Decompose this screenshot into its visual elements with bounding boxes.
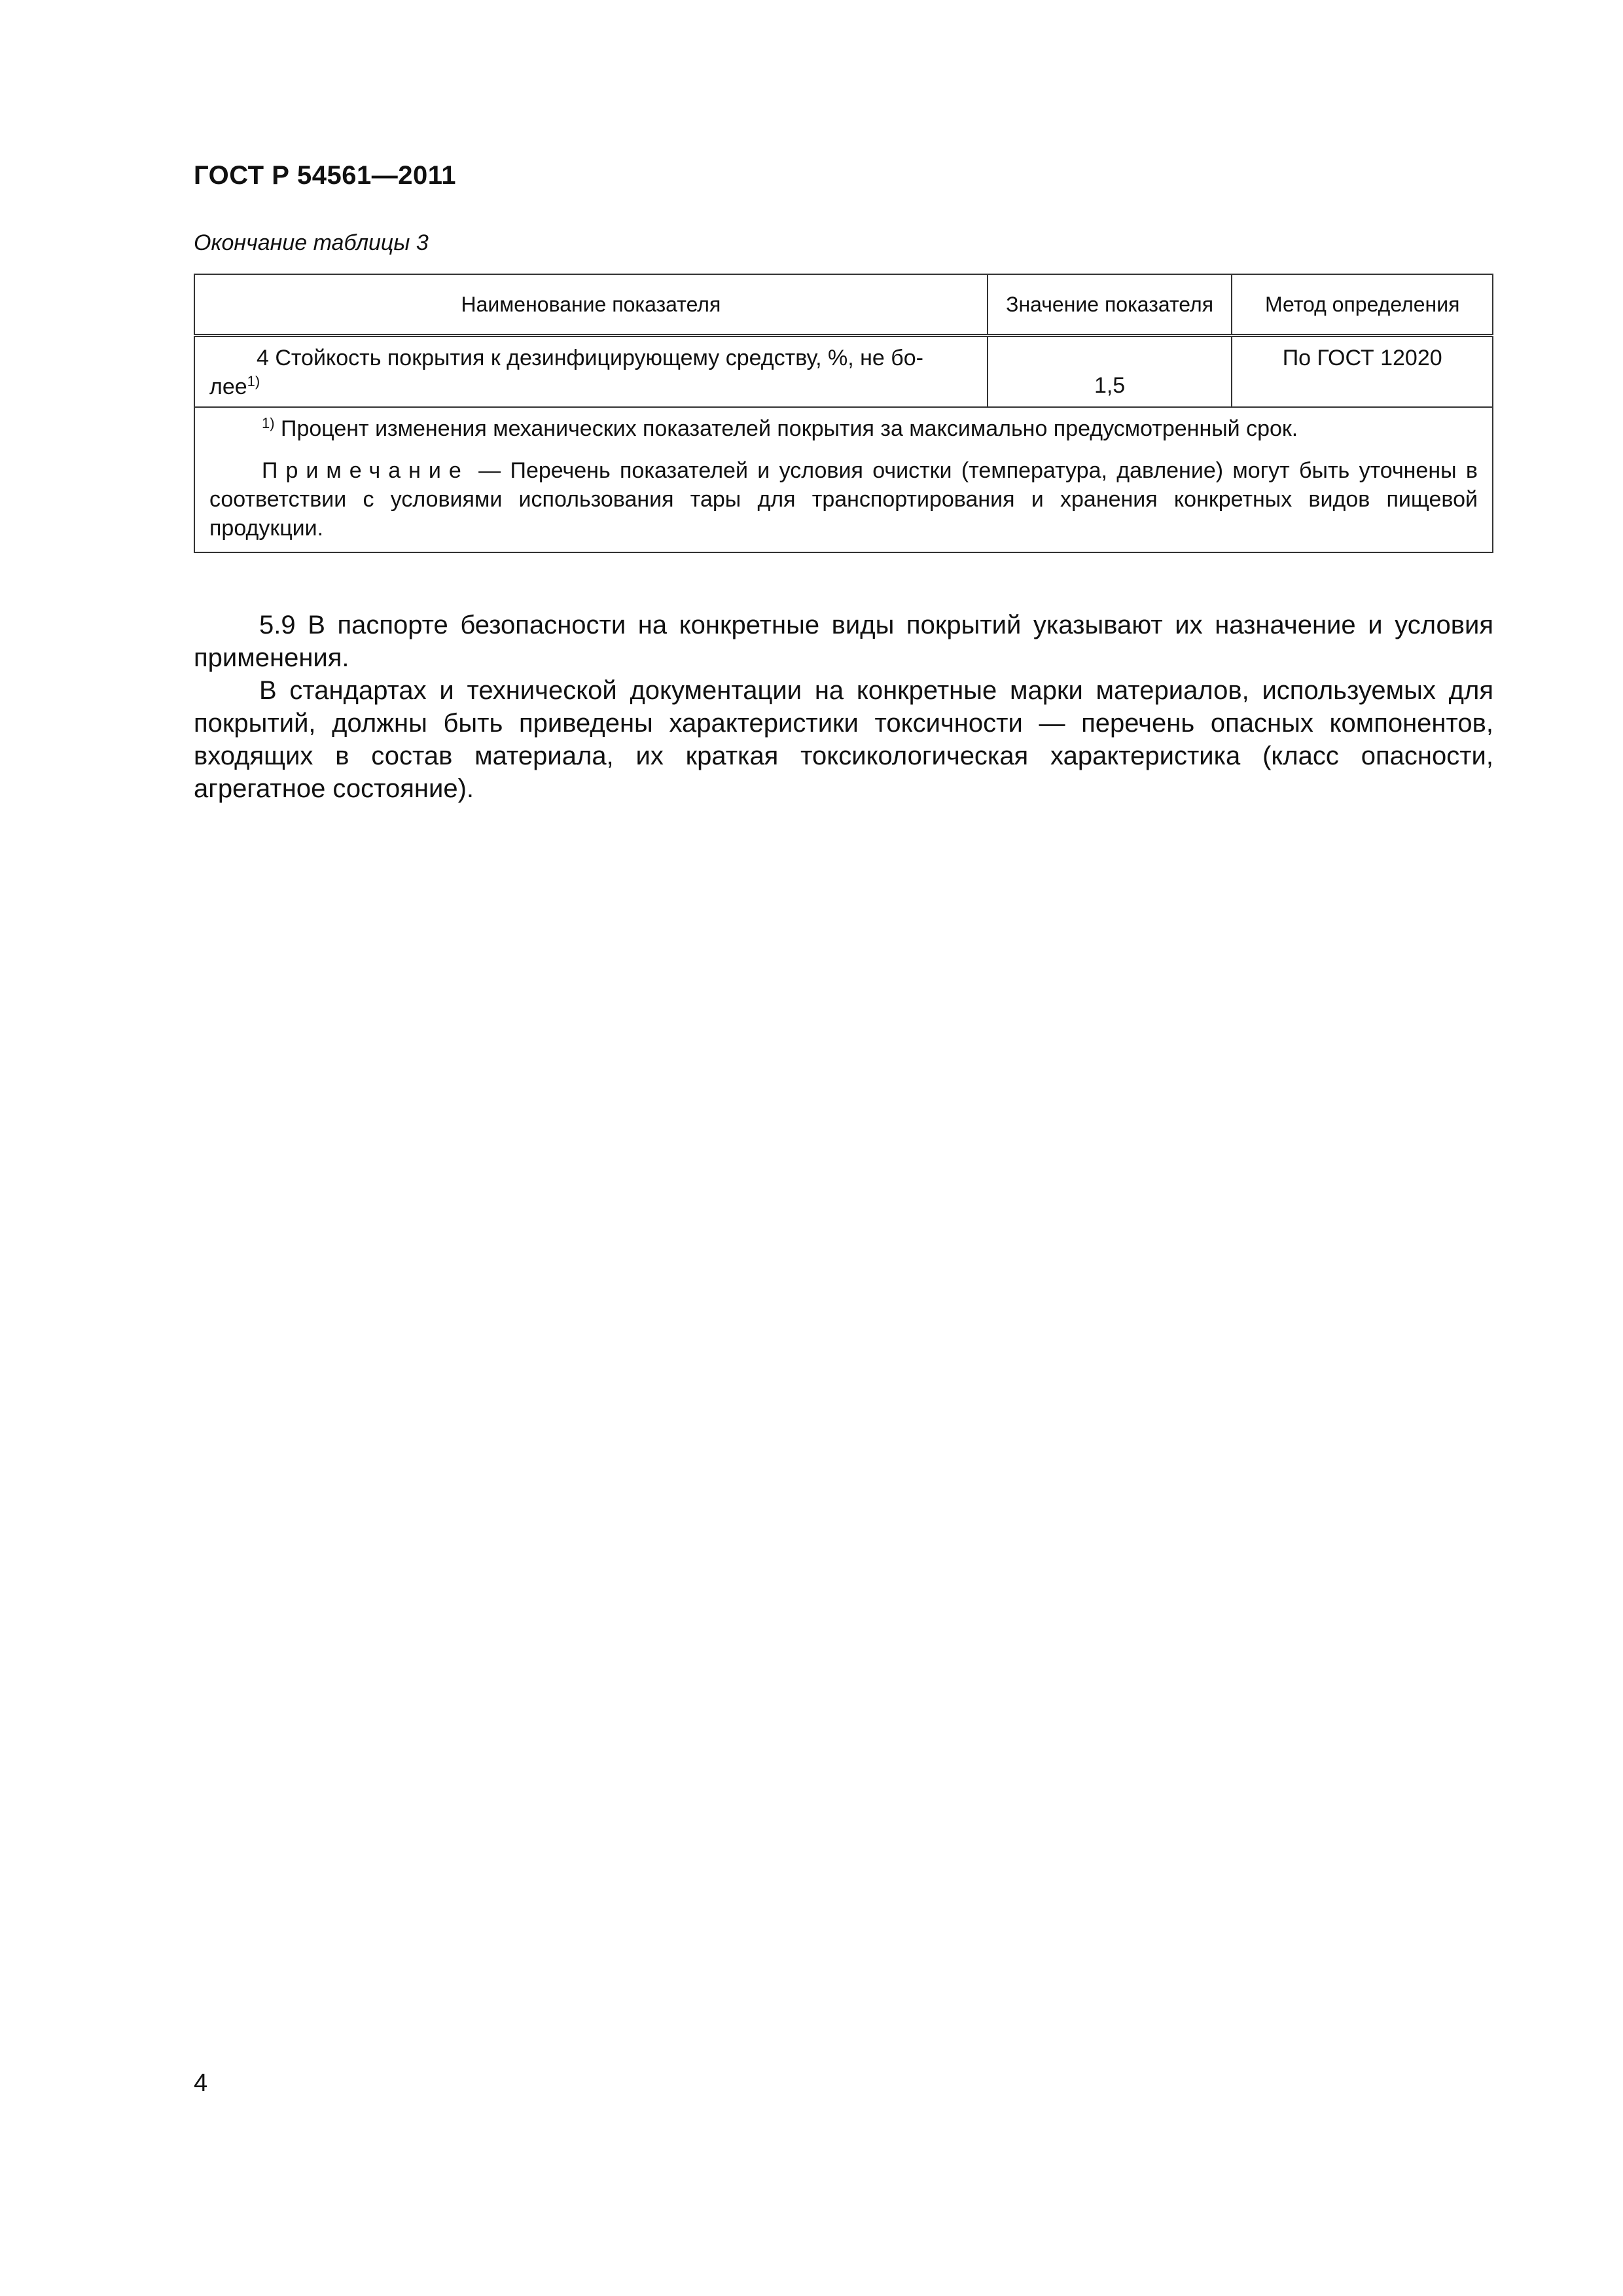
body-text — [194, 609, 1493, 805]
table-note — [209, 456, 1478, 543]
spec-table — [194, 274, 1493, 553]
column-header-name: Наименование показателя — [194, 274, 988, 336]
footnote-marker: 1) — [262, 415, 275, 431]
footnote-ref: 1) — [247, 373, 260, 389]
table-row — [194, 336, 1493, 408]
column-header-value: Значение показателя — [988, 274, 1232, 336]
table-notes-cell — [194, 407, 1493, 552]
note-label: Примечание — [262, 458, 469, 483]
note-text: Перечень показателей и условия очистки (температура, давление) могут быть уточнены в соответствии с условиями использования тары для транспортирования и хранения конкретных видов пищевой продукции. — [209, 458, 1478, 541]
table-footer-row — [194, 407, 1493, 552]
table-footnote — [209, 414, 1478, 443]
footnote-text: Процент изменения механических показателей покрытия за максимально предусмотренный срок. — [281, 416, 1298, 441]
column-header-method: Метод определения — [1232, 274, 1493, 336]
note-dash: — — [469, 458, 510, 483]
document-header: ГОСТ Р 54561—2011 — [194, 161, 456, 190]
indicator-name-line2 — [209, 372, 972, 401]
table-header-row — [194, 274, 1493, 336]
cell-indicator-value: 1,5 — [988, 336, 1232, 408]
paragraph-toxicity: В стандартах и технической документации на конкретные марки материалов, используемых для покрытий, должны быть приведены характеристики токсичности — перечень опасных компонентов, входящих в состав материала, их краткая токсикологическая характеристика (класс опасности, агрегатное состояние). — [194, 676, 1493, 803]
table-caption: Окончание таблицы 3 — [194, 230, 429, 255]
cell-indicator-name — [194, 336, 988, 408]
indicator-name-end: лее — [209, 374, 247, 399]
page-number: 4 — [194, 2070, 208, 2097]
cell-method: По ГОСТ 12020 — [1232, 336, 1493, 408]
indicator-name-line1: 4 Стойкость покрытия к дезинфицирующему средству, %, не бо- — [257, 346, 923, 370]
paragraph-5-9: 5.9 В паспорте безопасности на конкретные виды покрытий указывают их назначение и условия применения. — [194, 611, 1493, 672]
